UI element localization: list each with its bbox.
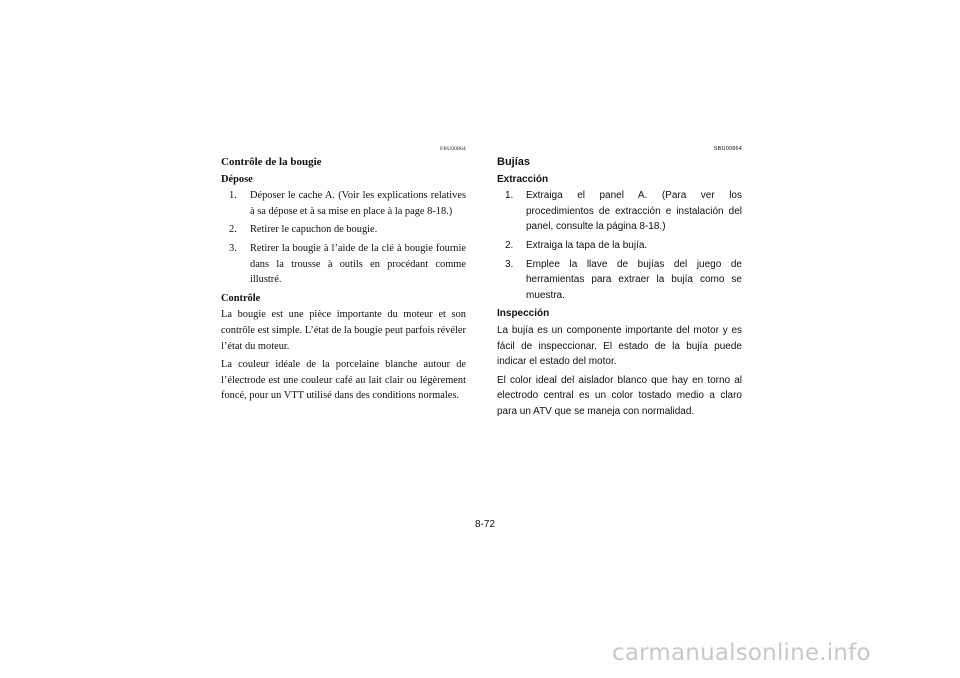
step-text: Retirer le capuchon de bougie.: [250, 224, 378, 236]
step-number: 2.: [229, 224, 237, 236]
french-step: [221, 222, 466, 238]
french-depose-heading: Dépose: [221, 173, 253, 185]
french-section-code: FBU00864: [439, 146, 466, 152]
french-step: [221, 188, 466, 219]
step-number: 3.: [505, 258, 514, 270]
french-paragraph: La bougie est une pièce importante du moteur et son contrôle est simple. L’état de la bougie peut parfois révéler l’état du moteur.: [221, 309, 466, 352]
spanish-step: [497, 257, 742, 304]
step-text: Déposer le cache A. (Voir les explications relatives à sa dépose et à sa mise en place à la page 8-18.): [250, 190, 466, 217]
watermark: carmanualsonline.info: [612, 640, 871, 666]
french-step: [221, 241, 466, 288]
spanish-inspeccion-heading: Inspección: [497, 308, 550, 320]
step-number: 1.: [229, 190, 237, 202]
spanish-step: [497, 188, 742, 235]
french-column: [221, 146, 466, 407]
spanish-column: [497, 146, 742, 423]
spanish-title: Bujías: [497, 156, 531, 168]
step-text: Retirer la bougie à l’aide de la clé à bougie fournie dans la trousse à outils en procédant comme illustré.: [250, 242, 466, 286]
spanish-step: [497, 238, 742, 254]
step-text: Extraiga el panel A. (Para ver los procedimientos de extracción e instalación del panel, consulte la página 8-18.): [526, 190, 742, 233]
spanish-extraccion-heading: Extracción: [497, 173, 549, 185]
step-text: Emplee la llave de bujías del juego de herramientas para extraer la bujía como se muestra.: [526, 258, 742, 301]
page-number: 8-72: [474, 519, 495, 530]
spanish-section-code: SBU00864: [713, 146, 742, 152]
step-number: 1.: [505, 190, 514, 202]
french-paragraph: La couleur idéale de la porcelaine blanche autour de l’électrode est une couleur café au lait clair ou légèrement foncé, pour un VTT utilisé dans des conditions normales.: [221, 359, 466, 402]
spanish-paragraph: La bujía es un componente importante del motor y es fácil de inspeccionar. El estado de la bujía puede indicar el estado del motor.: [497, 324, 742, 368]
step-number: 2.: [505, 239, 514, 251]
french-title: Contrôle de la bougie: [221, 156, 322, 168]
step-number: 3.: [229, 242, 237, 254]
spanish-paragraph: El color ideal del aislador blanco que hay en torno al electrodo central es un color tostado medio a claro para un ATV que se maneja con normalidad.: [497, 374, 742, 417]
french-steps-list: [221, 188, 466, 288]
step-text: Extraiga la tapa de la bujía.: [526, 239, 648, 251]
spanish-steps-list: [497, 188, 742, 303]
french-controle-heading: Contrôle: [221, 292, 261, 304]
